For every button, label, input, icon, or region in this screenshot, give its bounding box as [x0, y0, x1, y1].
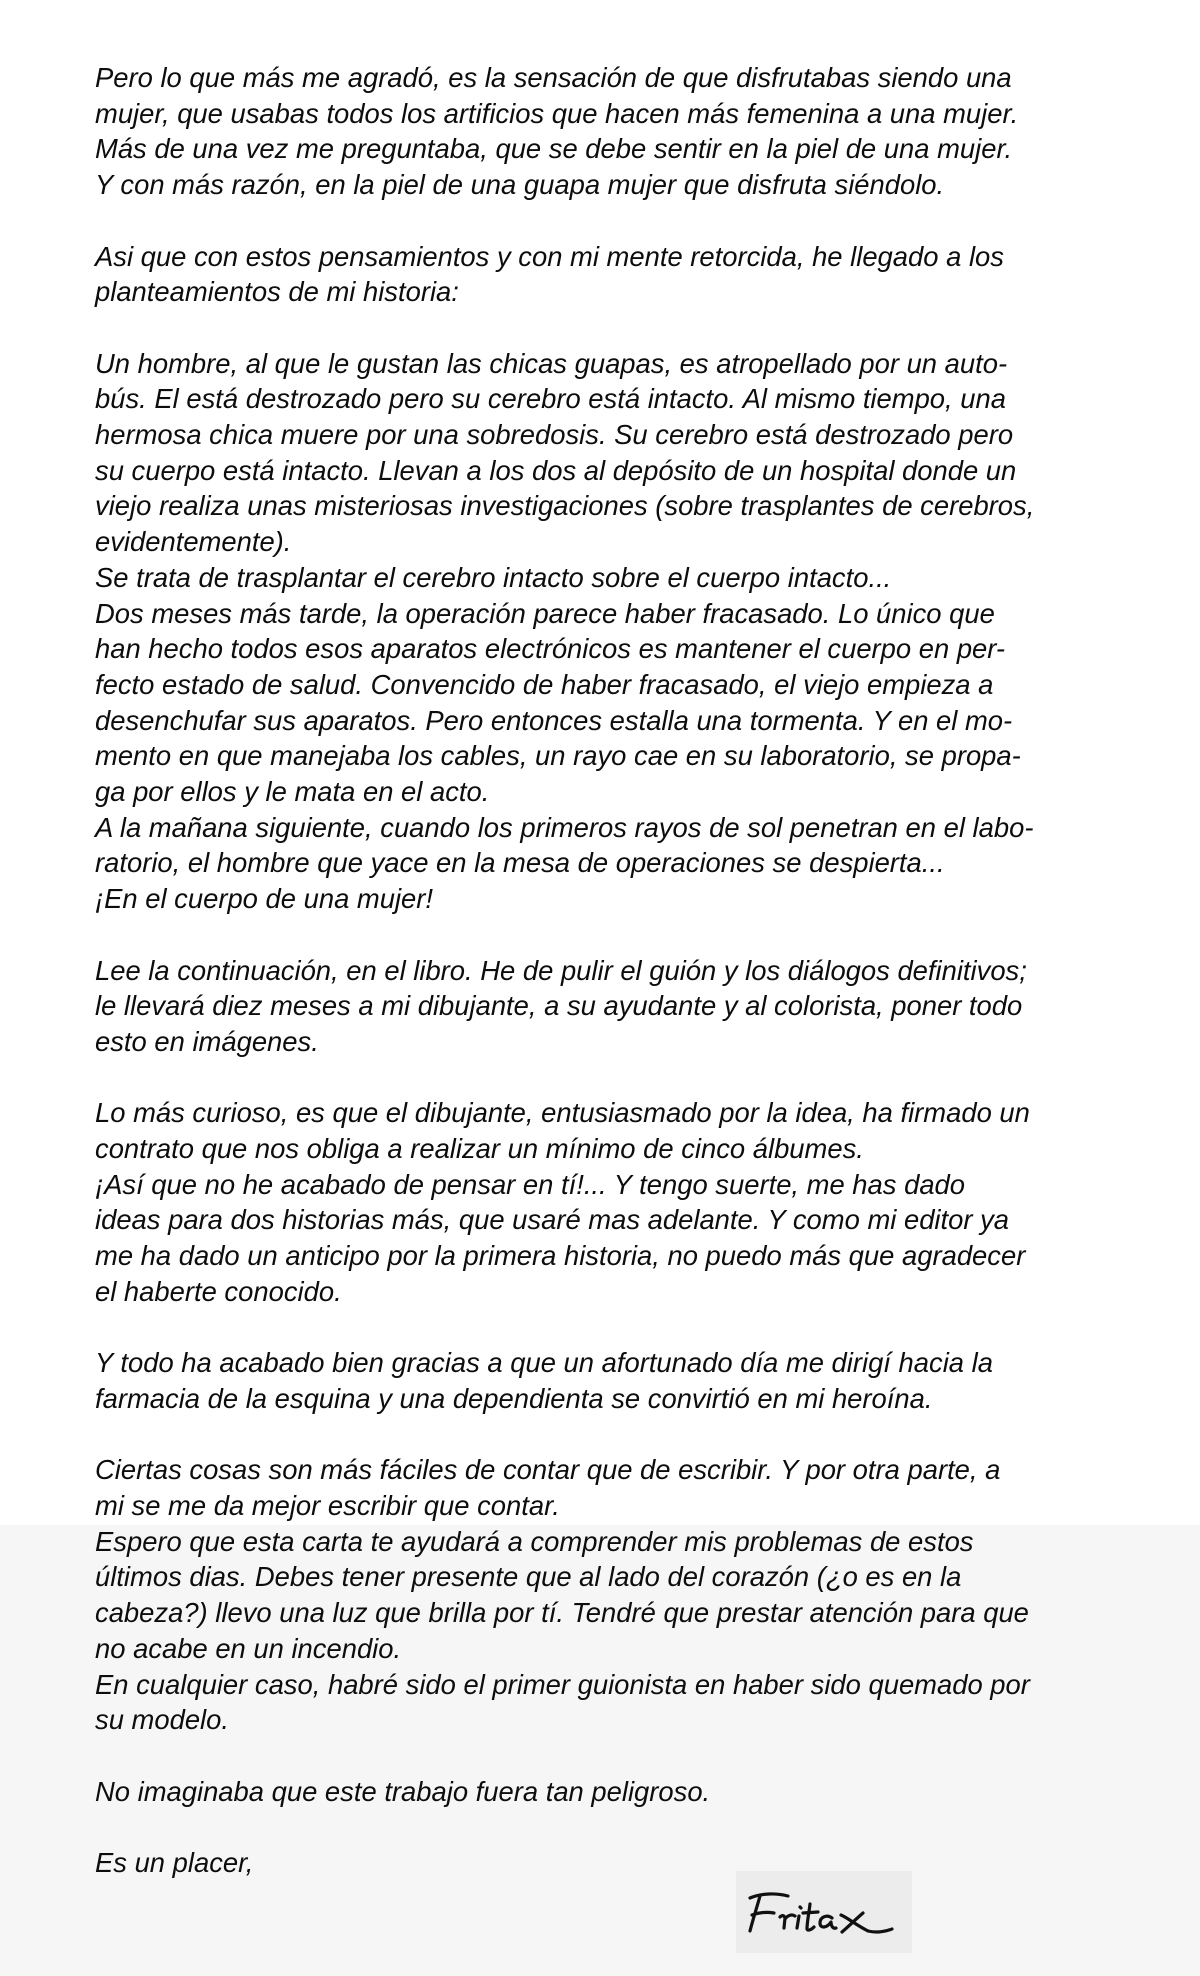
- signature-drawing: [736, 1871, 912, 1953]
- text-line: Un hombre, al que le gustan las chicas guapas, es atropellado por un auto-: [95, 347, 1008, 379]
- text-line: ratorio, el hombre que yace en la mesa de operaciones se despierta...: [95, 847, 945, 879]
- text-line: contrato que nos obliga a realizar un mínimo de cinco álbumes.: [95, 1133, 864, 1165]
- paragraph-8: [95, 1774, 1135, 1810]
- text-line: Y con más razón, en la piel de una guapa mujer que disfruta siéndolo.: [95, 169, 945, 201]
- text-line: Asi que con estos pensamientos y con mi mente retorcida, he llegado a los: [95, 240, 1004, 272]
- text-line: Lo más curioso, es que el dibujante, entusiasmado por la idea, ha firmado un: [95, 1097, 1030, 1129]
- text-line: bús. El está destrozado pero su cerebro está intacto. Al mismo tiempo, una: [95, 383, 1006, 415]
- text-line: En cualquier caso, habré sido el primer guionista en haber sido quemado por: [95, 1668, 1030, 1700]
- paragraph-1: [95, 60, 1135, 203]
- text-line: viejo realiza unas misteriosas investigaciones (sobre trasplantes de cerebros,: [95, 490, 1035, 522]
- paragraph-7: [95, 1452, 1135, 1738]
- text-line: le llevará diez meses a mi dibujante, a su ayudante y al colorista, poner todo: [95, 990, 1023, 1022]
- text-line: mujer, que usabas todos los artificios que hacen más femenina a una mujer.: [95, 97, 1019, 129]
- text-line: Se trata de trasplantar el cerebro intacto sobre el cuerpo intacto...: [95, 561, 892, 593]
- paragraph-2: [95, 239, 1135, 310]
- text-line: cabeza?) llevo una luz que brilla por tí. Tendré que prestar atención para que: [95, 1597, 1029, 1629]
- letter-body: [95, 60, 1135, 1916]
- paragraph-5: [95, 1095, 1135, 1309]
- text-line: ga por ellos y le mata en el acto.: [95, 776, 490, 808]
- text-line: Es un placer,: [95, 1847, 254, 1879]
- paragraph-4: [95, 953, 1135, 1060]
- text-line: evidentemente).: [95, 526, 292, 558]
- text-line: su cuerpo está intacto. Llevan a los dos al depósito de un hospital donde un: [95, 454, 1017, 486]
- text-line: desenchufar sus aparatos. Pero entonces estalla una tormenta. Y en el mo-: [95, 704, 1013, 736]
- text-line: planteamientos de mi historia:: [95, 276, 459, 308]
- text-line: ¡Así que no he acabado de pensar en tí!... Y tengo suerte, me has dado: [95, 1168, 966, 1200]
- text-line: Pero lo que más me agradó, es la sensación de que disfrutabas siendo una: [95, 62, 1012, 93]
- text-line: esto en imágenes.: [95, 1025, 319, 1057]
- text-line: fecto estado de salud. Convencido de haber fracasado, el viejo empieza a: [95, 668, 994, 700]
- text-line: No imaginaba que este trabajo fuera tan peligroso.: [95, 1775, 711, 1807]
- text-line: últimos dias. Debes tener presente que al lado del corazón (¿o es en la: [95, 1561, 962, 1593]
- text-line: me ha dado un anticipo por la primera historia, no puedo más que agradecer: [95, 1240, 1026, 1272]
- text-line: ideas para dos historias más, que usaré mas adelante. Y como mi editor ya: [95, 1204, 1010, 1236]
- text-line: mento en que manejaba los cables, un rayo cae en su laboratorio, se propa-: [95, 740, 1021, 772]
- text-line: mi se me da mejor escribir que contar.: [95, 1490, 560, 1522]
- text-line: hermosa chica muere por una sobredosis. Su cerebro está destrozado pero: [95, 419, 1014, 450]
- paragraph-6: [95, 1345, 1135, 1416]
- closing-line: [95, 1845, 1135, 1881]
- text-line: Lee la continuación, en el libro. He de pulir el guión y los diálogos definitivos;: [95, 954, 1027, 986]
- text-line: han hecho todos esos aparatos electrónicos es mantener el cuerpo en per-: [95, 633, 1006, 665]
- text-line: Ciertas cosas son más fáciles de contar que de escribir. Y por otra parte, a: [95, 1454, 1001, 1486]
- paragraph-3: [95, 346, 1135, 917]
- text-line: ¡En el cuerpo de una mujer!: [95, 883, 434, 915]
- text-line: farmacia de la esquina y una dependienta se convirtió en mi heroína.: [95, 1382, 933, 1414]
- text-line: Y todo ha acabado bien gracias a que un afortunado día me dirigí hacia la: [95, 1347, 993, 1379]
- text-line: su modelo.: [95, 1704, 229, 1736]
- text-line: el haberte conocido.: [95, 1275, 342, 1307]
- text-line: A la mañana siguiente, cuando los primeros rayos de sol penetran en el labo-: [95, 811, 1034, 843]
- handwritten-signature-icon: [736, 1871, 912, 1953]
- text-line: no acabe en un incendio.: [95, 1632, 402, 1664]
- text-line: Más de una vez me preguntaba, que se debe sentir en la piel de una mujer.: [95, 133, 1013, 165]
- text-line: Dos meses más tarde, la operación parece haber fracasado. Lo único que: [95, 597, 995, 629]
- text-line: Espero que esta carta te ayudará a comprender mis problemas de estos: [95, 1525, 974, 1557]
